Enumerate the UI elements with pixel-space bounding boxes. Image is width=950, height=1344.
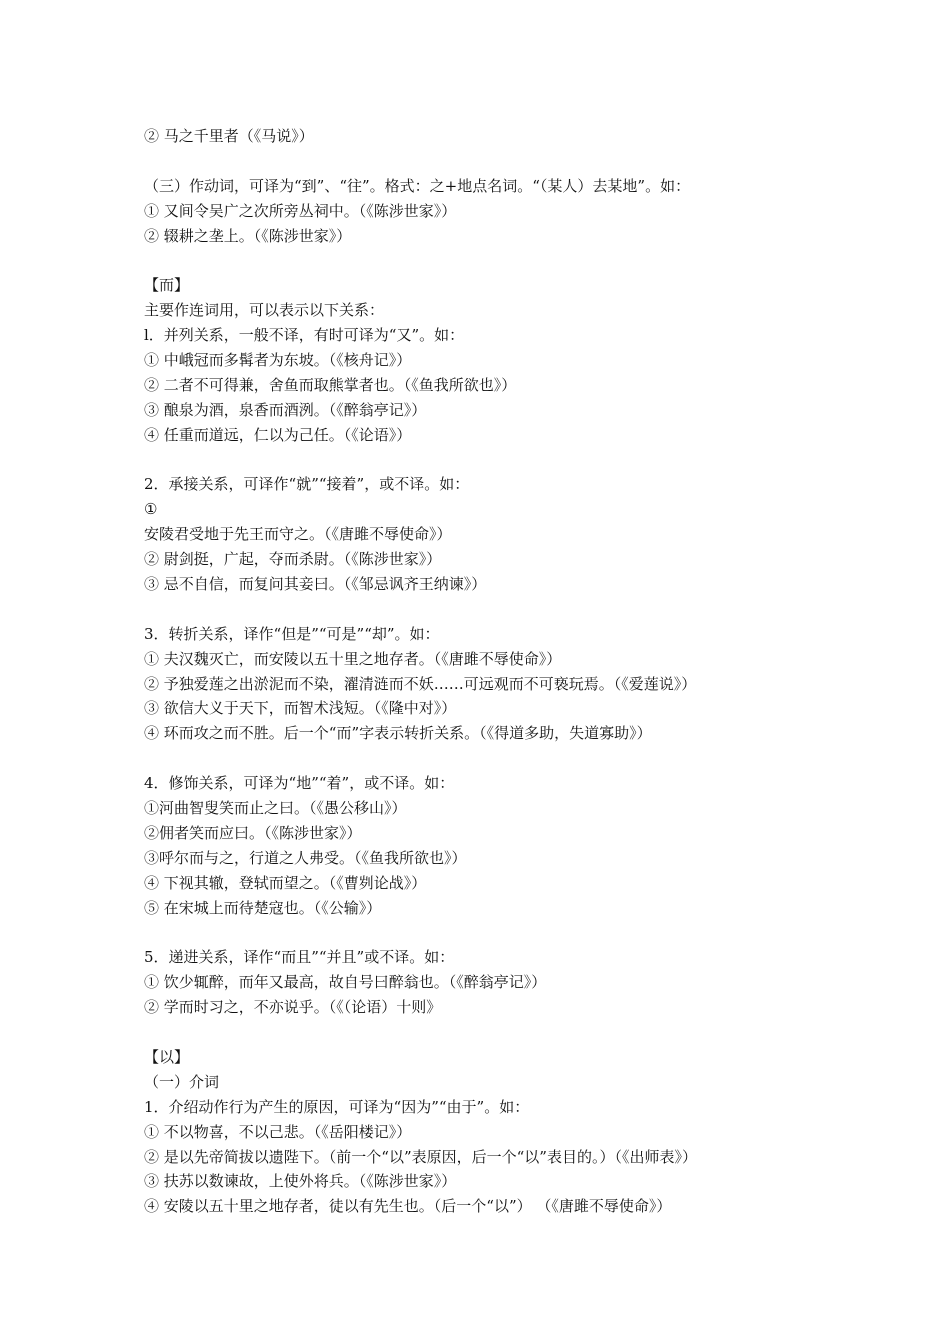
example-line: ② 二者不可得兼，舍鱼而取熊掌者也。（《鱼我所欲也》） xyxy=(144,375,517,394)
example-line: ③ 酿泉为酒，泉香而酒洌。（《醉翁亭记》） xyxy=(144,400,427,419)
text-line: ② 马之千里者（《马说》） xyxy=(144,127,314,145)
example-line: ③呼尔而与之，行道之人弗受。（《鱼我所欲也》） xyxy=(144,848,467,867)
example-line: ③ 欲信大义于天下，而智术浅短。（《隆中对》） xyxy=(144,699,457,718)
blank-line xyxy=(144,248,844,273)
example-line: 安陵君受地于先王而守之。（《唐雎不辱使命》） xyxy=(144,525,452,544)
example-line: ① 夫汉魏灭亡，而安陵以五十里之地存者。（《唐雎不辱使命》） xyxy=(144,649,562,668)
example-line: ② 是以先帝简拔以遗陛下。（前一个“以”表原因，后一个“以”表目的。）（《出师表》） xyxy=(144,1147,697,1166)
subsection-heading: l．并列关系，一般不译，有时可译为“又”。如： xyxy=(144,326,465,345)
blank-line xyxy=(144,746,844,771)
example-line: ② 辍耕之垄上。（《陈涉世家》） xyxy=(144,226,352,245)
section-heading: （三）作动词，可译为“到”、“往”。格式：之+地点名词。“（某人）去某地”。如： xyxy=(144,176,691,195)
example-line: ④ 安陵以五十里之地存者，徒以有先生也。（后一个“以”） （《唐雎不辱使命》） xyxy=(144,1197,672,1216)
blank-line xyxy=(144,149,844,174)
entry-heading-er: 【而】 xyxy=(144,276,190,295)
example-line: ② 予独爱莲之出淤泥而不染，濯清涟而不妖……可远观而不可亵玩焉。（《爱莲说》） xyxy=(144,674,697,693)
example-line: ① 饮少辄醉，而年又最高，故自号曰醉翁也。（《醉翁亭记》） xyxy=(144,973,547,992)
example-line: ④ 下视其辙，登轼而望之。（《曹刿论战》） xyxy=(144,873,427,892)
example-line: ② 学而时习之，不亦说乎。（《（论语）十则》 xyxy=(144,998,442,1017)
section-heading: （一）介词 xyxy=(144,1072,220,1091)
blank-line xyxy=(144,921,844,946)
example-line: ⑤ 在宋城上而待楚寇也。（《公输》） xyxy=(144,898,382,917)
example-line: ④ 任重而道远，仁以为己任。（《论语》） xyxy=(144,425,412,444)
subsection-heading: 4．修饰关系，可译为“地”“着”，或不译。如： xyxy=(144,774,455,793)
example-line: ① xyxy=(144,500,158,519)
subsection-heading: 1．介绍动作行为产生的原因，可译为“因为”“由于”。如： xyxy=(144,1097,530,1116)
blank-line xyxy=(144,1020,844,1045)
example-line: ① 中峨冠而多髯者为东坡。（《核舟记》） xyxy=(144,351,412,370)
example-line: ③ 忌不自信，而复问其妾曰。（《邹忌讽齐王纳谏》） xyxy=(144,575,487,594)
subsection-heading: 3．转折关系，译作“但是”“可是”“却”。如： xyxy=(144,624,440,643)
example-line: ① 又间令吴广之次所旁丛祠中。（《陈涉世家》） xyxy=(144,201,457,220)
blank-line xyxy=(144,597,844,622)
entry-heading-yi: 【以】 xyxy=(144,1047,190,1066)
example-line: ①河曲智叟笑而止之曰。（《愚公移山》） xyxy=(144,799,407,818)
example-line: ① 不以物喜，不以己悲。（《岳阳楼记》） xyxy=(144,1122,412,1141)
blank-line xyxy=(144,448,844,473)
subsection-heading: 2．承接关系，可译作“就”“接着”，或不译。如： xyxy=(144,475,470,494)
example-line: ④ 环而攻之而不胜。后一个“而”字表示转折关系。（《得道多助，失道寡助》） xyxy=(144,724,652,743)
example-line: ②佣者笑而应曰。（《陈涉世家》） xyxy=(144,823,362,842)
subsection-heading: 5．递进关系，译作“而且”“并且”或不译。如： xyxy=(144,948,455,967)
example-line: ③ 扶苏以数谏故，上使外将兵。（《陈涉世家》） xyxy=(144,1172,457,1191)
example-line: ② 尉剑挺，广起，夺而杀尉。（《陈涉世家》） xyxy=(144,550,442,569)
document-body xyxy=(144,124,844,1219)
text-line: 主要作连词用，可以表示以下关系： xyxy=(144,301,385,320)
